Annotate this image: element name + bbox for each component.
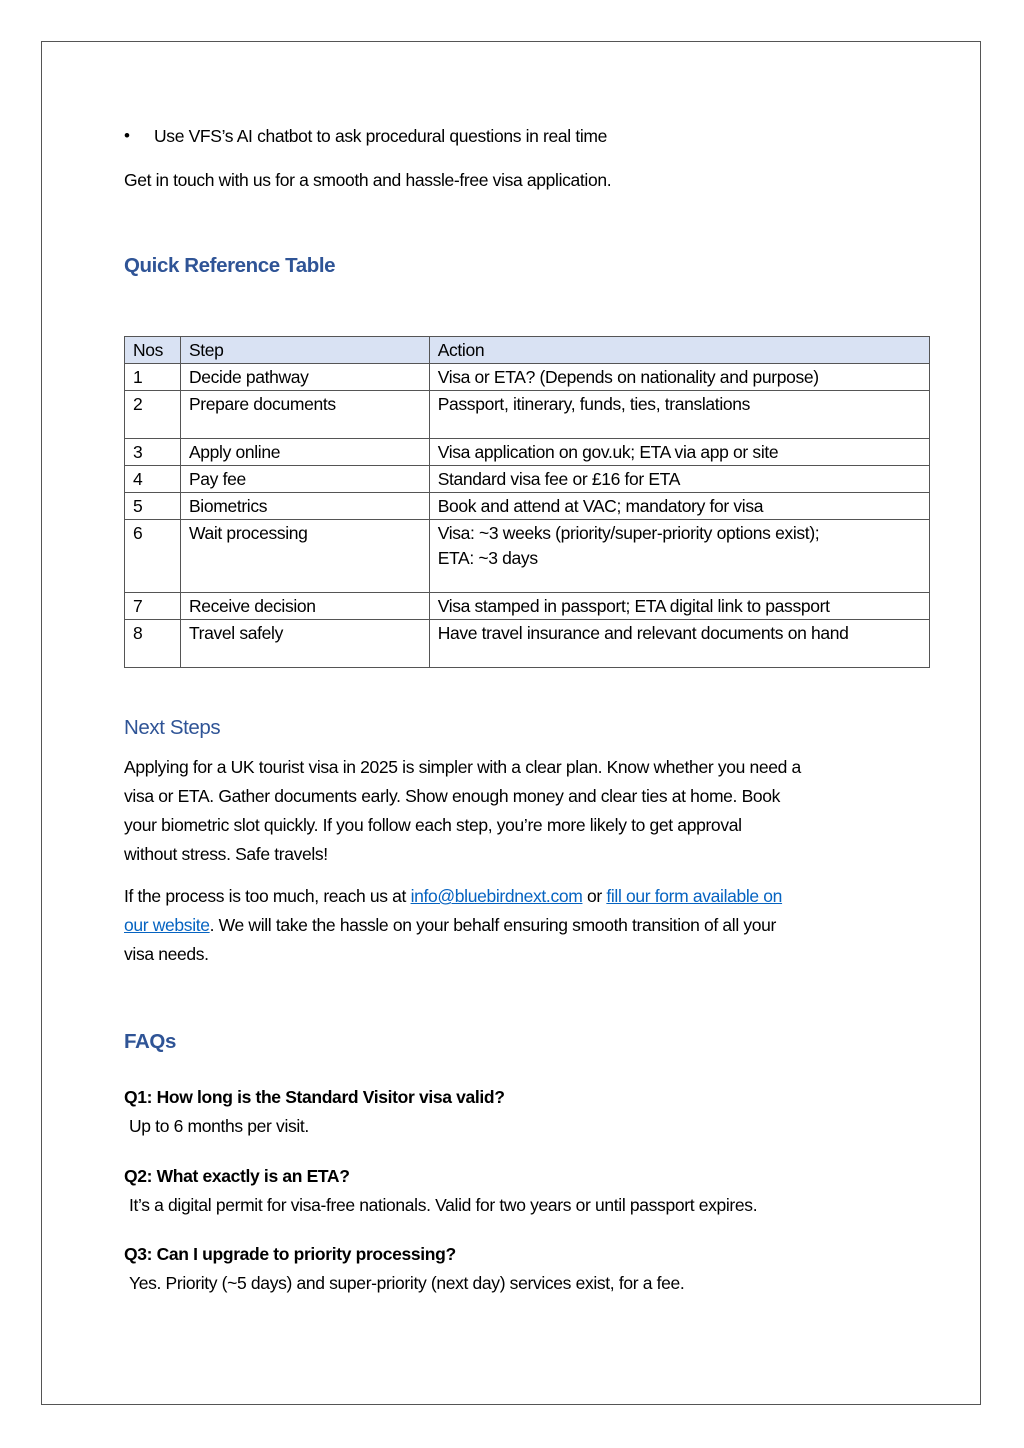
cell-step: Apply online — [180, 439, 429, 466]
faq-answer: Yes. Priority (~5 days) and super-priority (next day) services exist, for a fee. — [129, 1273, 685, 1293]
cell-action — [429, 520, 929, 593]
cell-no: 6 — [125, 520, 181, 593]
cell-step: Travel safely — [180, 620, 429, 668]
cell-action: Passport, itinerary, funds, ties, translations — [429, 391, 929, 439]
cell-step: Biometrics — [180, 493, 429, 520]
cell-no: 4 — [125, 466, 181, 493]
table-row — [125, 520, 930, 593]
cell-no: 8 — [125, 620, 181, 668]
faq-question: Q3: Can I upgrade to priority processing? — [124, 1244, 456, 1264]
contact-paragraph — [124, 882, 782, 969]
header-action: Action — [429, 337, 929, 364]
cell-action: Visa application on gov.uk; ETA via app or site — [429, 439, 929, 466]
cell-action-line1: Visa: ~3 weeks (priority/super-priority options exist); — [437, 523, 820, 543]
faqs-heading: FAQs — [124, 1030, 176, 1053]
cell-step: Receive decision — [180, 593, 429, 620]
contact-line-1 — [124, 882, 782, 911]
contact-line-3: visa needs. — [124, 944, 209, 964]
email-link[interactable]: info@bluebirdnext.com — [410, 886, 583, 906]
bullet-text: Use VFS’s AI chatbot to ask procedural questions in real time — [154, 126, 608, 146]
paragraph-line: without stress. Safe travels! — [124, 844, 328, 864]
table-header-row — [125, 337, 930, 364]
paragraph-line: your biometric slot quickly. If you follow each step, you’re more likely to get approval — [124, 815, 742, 835]
cell-action-line2: ETA: ~3 days — [437, 548, 538, 568]
cell-step: Prepare documents — [180, 391, 429, 439]
cell-action: Have travel insurance and relevant documents on hand — [429, 620, 929, 668]
quick-reference-heading: Quick Reference Table — [124, 254, 336, 277]
contact-middle: or — [582, 886, 607, 906]
cell-action: Standard visa fee or £16 for ETA — [429, 466, 929, 493]
table-row — [125, 620, 930, 668]
cell-no: 3 — [125, 439, 181, 466]
faq-item — [124, 1083, 505, 1141]
faq-question: Q2: What exactly is an ETA? — [124, 1166, 350, 1186]
cell-no: 2 — [125, 391, 181, 439]
faq-question: Q1: How long is the Standard Visitor visa valid? — [124, 1087, 505, 1107]
cta-paragraph: Get in touch with us for a smooth and hassle-free visa application. — [124, 170, 612, 190]
table-row — [125, 391, 930, 439]
bullet-item — [124, 126, 608, 147]
table-row — [125, 439, 930, 466]
faq-item — [124, 1162, 757, 1220]
cell-step: Decide pathway — [180, 364, 429, 391]
cell-action: Visa stamped in passport; ETA digital link to passport — [429, 593, 929, 620]
faq-item — [124, 1240, 684, 1298]
contact-line-2 — [124, 911, 782, 940]
faq-answer: Up to 6 months per visit. — [129, 1116, 309, 1136]
bullet-icon: • — [124, 126, 130, 145]
table-row — [125, 364, 930, 391]
document-page — [41, 41, 981, 1405]
header-nos: Nos — [125, 337, 181, 364]
faq-answer: It’s a digital permit for visa-free nationals. Valid for two years or until passport expires. — [129, 1195, 758, 1215]
cell-step: Wait processing — [180, 520, 429, 593]
cell-action: Visa or ETA? (Depends on nationality and purpose) — [429, 364, 929, 391]
paragraph-line: visa or ETA. Gather documents early. Show enough money and clear ties at home. Book — [124, 786, 781, 806]
paragraph-line: Applying for a UK tourist visa in 2025 is simpler with a clear plan. Know whether you need a — [124, 757, 801, 777]
next-steps-paragraph — [124, 753, 801, 869]
cell-action: Book and attend at VAC; mandatory for visa — [429, 493, 929, 520]
header-step: Step — [180, 337, 429, 364]
contact-prefix: If the process is too much, reach us at — [124, 886, 411, 906]
table-row — [125, 593, 930, 620]
cell-no: 5 — [125, 493, 181, 520]
quick-reference-table — [124, 336, 930, 668]
contact-suffix: . We will take the hassle on your behalf ensuring smooth transition of all your — [209, 915, 777, 935]
cell-no: 7 — [125, 593, 181, 620]
form-link-continued[interactable]: our website — [124, 915, 210, 935]
form-link[interactable]: fill our form available on — [606, 886, 783, 906]
table-row — [125, 493, 930, 520]
next-steps-heading: Next Steps — [124, 716, 221, 739]
table-row — [125, 466, 930, 493]
cell-no: 1 — [125, 364, 181, 391]
cell-step: Pay fee — [180, 466, 429, 493]
